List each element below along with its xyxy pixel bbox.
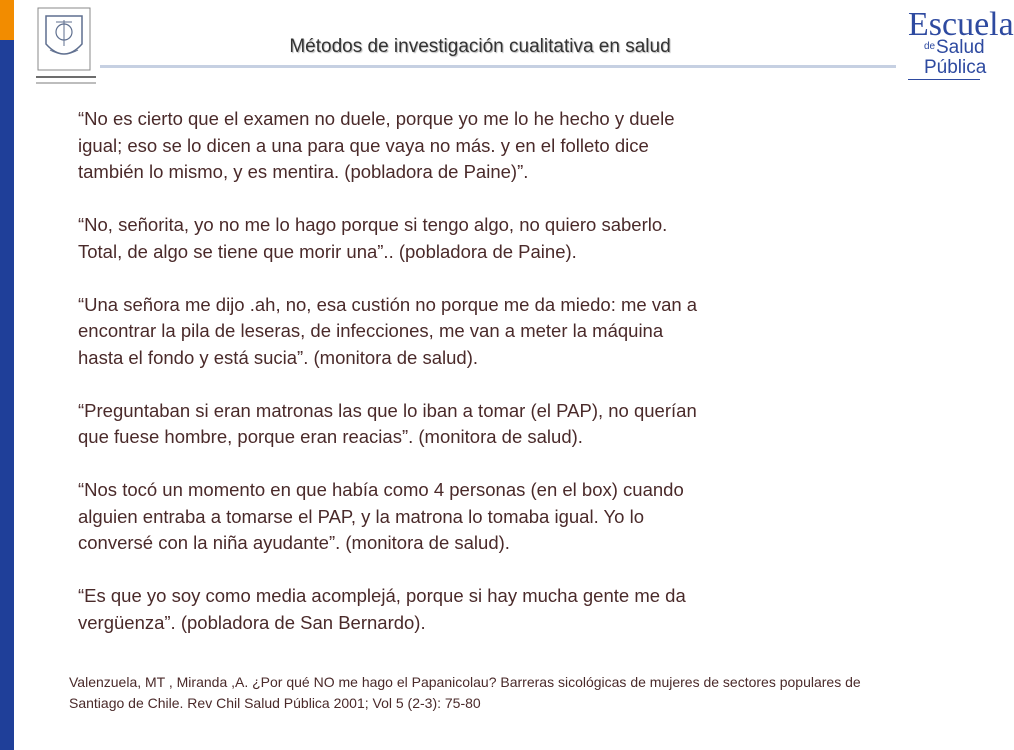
quotes-list xyxy=(78,106,778,663)
logo-word-escuela-initial: Escuela xyxy=(908,6,1014,43)
logo-word-salud: Salud xyxy=(936,37,985,58)
quote-paragraph: “No, señorita, yo no me lo hago porque si tengo algo, no quiero saberlo. Total, de algo se tiene que morir una”.. (pobladora de Paine). xyxy=(78,214,668,262)
seal-icon xyxy=(36,6,92,72)
quote-paragraph: “Nos tocó un momento en que había como 4 personas (en el box) cuando alguien entraba a tomarse el PAP, y la matrona lo tomaba igual. Yo lo conversé con la niña ayudante”. (monitora de salud). xyxy=(78,479,684,553)
seal-caption-line xyxy=(36,82,96,84)
quote-paragraph: “Una señora me dijo .ah, no, esa custión no porque me da miedo: me van a encontrar la pila de leseras, de infecciones, me van a meter la máquina hasta el fondo y está sucia”. (monitora de salud). xyxy=(78,293,698,368)
logo-word-publica: Pública xyxy=(924,57,987,78)
reference-citation: Valenzuela, MT , Miranda ,A. ¿Por qué NO me hago el Papanicolau? Barreras sicológicas de mujeres de sectores populares de Santiago de Chile. Rev Chil Salud Pública 2001; Vol 5 (2-3): 75-80 xyxy=(69,674,861,711)
quote-paragraph: “Preguntaban si eran matronas las que lo iban a tomar (el PAP), no querían que fuese hombre, porque eran reacias”. (monitora de salud). xyxy=(78,399,697,447)
escuela-salud-publica-logo xyxy=(904,6,1014,88)
faculty-seal-logo xyxy=(36,6,92,86)
orange-accent-bar xyxy=(0,0,14,40)
logo-rule xyxy=(908,79,980,80)
logo-word-de: de xyxy=(924,41,936,52)
page-title: Métodos de investigación cualitativa en salud xyxy=(289,36,671,57)
quote-paragraph: “No es cierto que el examen no duele, porque yo me lo he hecho y duele igual; eso se lo dicen a una para que vaya no más. y en el folleto dice también lo mismo, y es mentira. (pobladora de Paine)”. xyxy=(78,108,675,182)
seal-caption-line xyxy=(36,76,96,78)
header-divider xyxy=(100,65,896,68)
blue-side-bar xyxy=(0,40,14,750)
quote-paragraph: “Es que yo soy como media acomplejá, porque si hay mucha gente me da vergüenza”. (pobladora de San Bernardo). xyxy=(78,585,686,633)
